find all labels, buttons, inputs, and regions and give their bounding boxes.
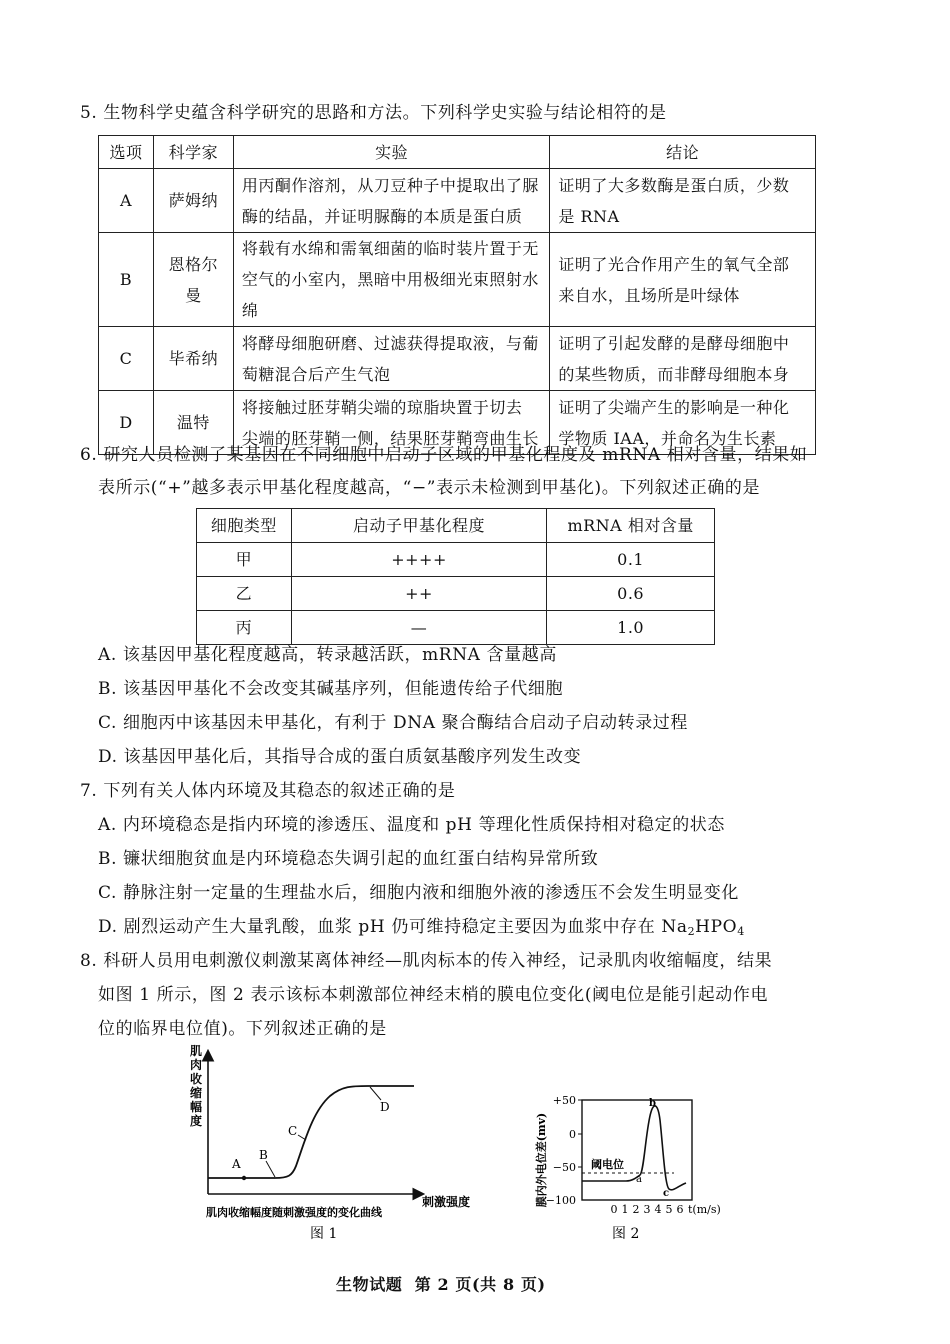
fig2-label-b: b [649,1098,656,1109]
fig2-curve [582,1106,686,1190]
fig2-xtick-label: 6 [676,1203,684,1216]
page-footer: 生物试题 第 2 页(共 8 页) [336,1275,546,1294]
cell-line: 学物质 IAA，并命名为生长素 [558,428,777,448]
fig2-frame [582,1100,692,1200]
cell-type: 丙 [197,611,292,645]
fig1-y-label-char: 收 [190,1072,203,1086]
methylation-level: ++++ [291,543,546,577]
cell-line: 证明了大多数酶是蛋白质，少数 [558,175,790,195]
fig2-ytick-label: −100 [545,1194,576,1207]
cell-line: 尖端的胚芽鞘一侧，结果胚芽鞘弯曲生长 [241,428,539,448]
header-scientist: 科学家 [153,136,233,169]
option-cell: B [99,233,154,327]
mrna-value: 1.0 [547,611,715,645]
fig1-label-b: B [259,1148,268,1162]
fig2-ytick-label: −50 [552,1161,576,1174]
header-experiment: 实验 [233,136,550,169]
fig2-ytick-label: 0 [569,1128,576,1141]
cell-line: 是 RNA [558,206,620,226]
fig1-y-label-char: 幅 [190,1100,203,1114]
cell-line: 来自水，且场所是叶绿体 [558,285,740,305]
experiment-cell [233,233,550,327]
table-row [197,543,715,577]
fig1-y-label-char: 肉 [190,1058,203,1072]
subscript: 2 [687,925,696,938]
header-mrna: mRNA 相对含量 [547,509,715,543]
q8-stem-line1: 8. 科研人员用电刺激仪刺激某离体神经—肌肉标本的传入神经，记录肌肉收缩幅度，结果 [80,951,773,971]
scientist-cell: 温特 [153,391,233,455]
cell-line: 将酵母细胞研磨、过滤获得提取液，与葡 [241,333,539,353]
header-option: 选项 [99,136,154,169]
q6-stem-line1: 6. 研究人员检测了某基因在不同细胞中启动子区域的甲基化程度及 mRNA 相对含量，结果如 [80,445,808,465]
conclusion-cell [550,327,816,391]
table-row [99,169,816,233]
q7-stem: 7. 下列有关人体内环境及其稳态的叙述正确的是 [80,781,456,801]
fig1-leader-b [266,1161,275,1177]
scientist-cell: 萨姆纳 [153,169,233,233]
q6-option-a: A. 该基因甲基化程度越高，转录越活跃，mRNA 含量越高 [98,645,557,665]
fig1-curve-caption: 肌肉收缩幅度随刺激强度的变化曲线 [206,1206,382,1219]
fig1-point-a [242,1176,246,1180]
figure-1 [180,1040,490,1240]
table-row [99,327,816,391]
q6-option-b: B. 该基因甲基化不会改变其碱基序列，但能遗传给子代细胞 [98,679,564,699]
q5-table [98,135,816,455]
q6-option-d: D. 该基因甲基化后，其指导合成的蛋白质氨基酸序列发生改变 [98,747,582,767]
q6-option-c: C. 细胞丙中该基因未甲基化，有利于 DNA 聚合酶结合启动子启动转录过程 [98,713,688,733]
cell-line: 萄糖混合后产生气泡 [241,364,391,384]
fig2-xtick-label: 2 [632,1203,640,1216]
formula-part: HPO [695,917,738,937]
table-row [197,577,715,611]
option-cell: D [99,391,154,455]
fig2-xtick-label: 1 [621,1203,629,1216]
cell-type: 乙 [197,577,292,611]
fig1-x-label: 刺激强度 [422,1195,471,1209]
subscript: 4 [737,925,745,938]
methylation-level: — [291,611,546,645]
fig1-label-c: C [288,1124,298,1138]
fig1-y-label-char: 度 [190,1114,203,1128]
fig2-xtick-label: 5 [665,1203,673,1216]
option-cell: C [99,327,154,391]
fig1-y-label-char: 缩 [190,1086,203,1100]
mrna-value: 0.6 [547,577,715,611]
fig1-label-d: D [380,1100,390,1114]
fig2-xtick-label: 0 [610,1203,618,1216]
fig2-threshold-label: 阈电位 [591,1158,624,1171]
header-methylation: 启动子甲基化程度 [291,509,546,543]
q7-option-d-text: D. 剧烈运动产生大量乳酸，血浆 pH 仍可维持稳定主要因为血浆中存在 Na [98,917,688,937]
cell-type: 甲 [197,543,292,577]
experiment-cell [233,169,550,233]
q8-stem-line3: 位的临界电位值)。下列叙述正确的是 [98,1019,387,1039]
experiment-cell [233,327,550,391]
fig2-x-unit: t(m/s) [688,1203,721,1216]
cell-line: 酶的结晶，并证明脲酶的本质是蛋白质 [241,206,523,226]
q8-stem-line2: 如图 1 所示，图 2 表示该标本刺激部位神经末梢的膜电位变化(阈电位是能引起动作电 [98,985,769,1005]
cell-line: 用丙酮作溶剂，从刀豆种子中提取出了脲 [241,175,539,195]
cell-line: 空气的小室内，黑暗中用极细光束照射水绵 [241,270,539,320]
figure-2 [528,1088,738,1244]
cell-line: 的某些物质，而非酵母细胞本身 [558,364,790,384]
q5-header-row [99,136,816,169]
mrna-value: 0.1 [547,543,715,577]
q7-option-a: A. 内环境稳态是指内环境的渗透压、温度和 pH 等理化性质保持相对稳定的状态 [98,815,725,835]
fig1-leader-d [370,1087,381,1100]
header-conclusion: 结论 [550,136,816,169]
fig1-caption: 图 1 [310,1226,338,1240]
q7-option-c: C. 静脉注射一定量的生理盐水后，细胞内液和细胞外液的渗透压不会发生明显变化 [98,883,740,903]
fig2-y-label: 膜内外电位差(mv) [535,1112,548,1208]
q7-option-d [98,912,745,938]
cell-line: 将载有水绵和需氧细菌的临时装片置于无 [241,239,539,258]
scientist-cell: 毕希纳 [153,327,233,391]
q6-table [196,508,715,645]
fig1-label-a: A [232,1157,241,1171]
fig1-y-label [190,1043,206,1128]
cell-line: 证明了光合作用产生的氧气全部 [558,254,790,274]
methylation-level: ++ [291,577,546,611]
fig1-y-label-char: 肌 [190,1044,203,1058]
option-cell: A [99,169,154,233]
fig2-x-ticks [611,1203,684,1216]
table-row [99,233,816,327]
fig2-ytick-label: +50 [552,1094,576,1107]
conclusion-cell [550,233,816,327]
q6-stem-line2: 表所示(“+”越多表示甲基化程度越高，“−”表示未检测到甲基化)。下列叙述正确的是 [98,478,761,498]
fig2-caption: 图 2 [612,1226,640,1242]
fig2-xtick-label: 4 [654,1203,662,1216]
q6-header-row [197,509,715,543]
q5-stem: 5. 生物科学史蕴含科学研究的思路和方法。下列科学史实验与结论相符的是 [80,103,667,123]
cell-line: 证明了引起发酵的是酵母细胞中 [558,333,790,353]
fig1-leader-c [298,1135,306,1140]
fig2-label-c: c [663,1188,670,1199]
fig2-xtick-label: 3 [643,1203,651,1216]
header-cell-type: 细胞类型 [197,509,292,543]
scientist-cell: 恩格尔曼 [153,233,233,327]
q7-option-b: B. 镰状细胞贫血是内环境稳态失调引起的血红蛋白结构异常所致 [98,849,599,869]
fig2-label-a: a [636,1174,642,1185]
cell-line: 将接触过胚芽鞘尖端的琼脂块置于切去 [241,397,523,417]
conclusion-cell [550,169,816,233]
cell-line: 证明了尖端产生的影响是一种化 [558,397,790,417]
